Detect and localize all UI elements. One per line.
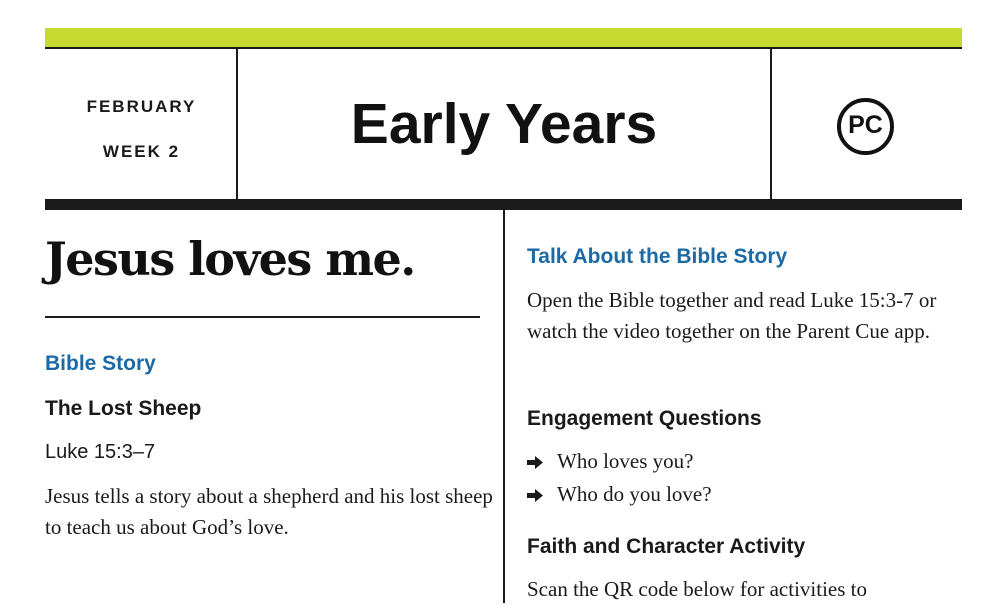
question-item (527, 482, 712, 507)
activity-body: Scan the QR code below for activities to (527, 577, 867, 601)
logo-text: PC (848, 111, 883, 139)
story-summary: Jesus tells a story about a shepherd and his lost sheep to teach us about God’s love. (45, 484, 493, 539)
logo-block (770, 49, 962, 199)
talk-body: Open the Bible together and read Luke 15:3-7 or watch the video together on the Parent Cue app. (527, 288, 937, 343)
date-block (45, 49, 238, 199)
page-header (45, 49, 962, 199)
page-title: Early Years (350, 92, 658, 156)
title-underline (45, 316, 480, 318)
talk-heading: Talk About the Bible Story (527, 245, 788, 268)
question-item (527, 449, 693, 474)
scripture-reference: Luke 15:3–7 (45, 441, 156, 463)
bible-story-heading: Bible Story (45, 352, 156, 375)
question-text: Who do you love? (557, 482, 712, 506)
accent-bar (45, 28, 962, 49)
column-divider (503, 210, 505, 603)
month-label: FEBRUARY (86, 97, 197, 116)
activity-heading: Faith and Character Activity (527, 535, 806, 558)
arrow-bullet-icon (527, 489, 543, 502)
lesson-title: Jesus loves me. (45, 232, 415, 286)
engagement-heading: Engagement Questions (527, 407, 762, 430)
arrow-bullet-icon (527, 456, 543, 469)
story-title: The Lost Sheep (45, 397, 202, 420)
header-divider (45, 199, 962, 210)
question-text: Who loves you? (557, 449, 694, 473)
pc-logo-icon (837, 98, 894, 155)
week-label: WEEK 2 (102, 142, 181, 161)
